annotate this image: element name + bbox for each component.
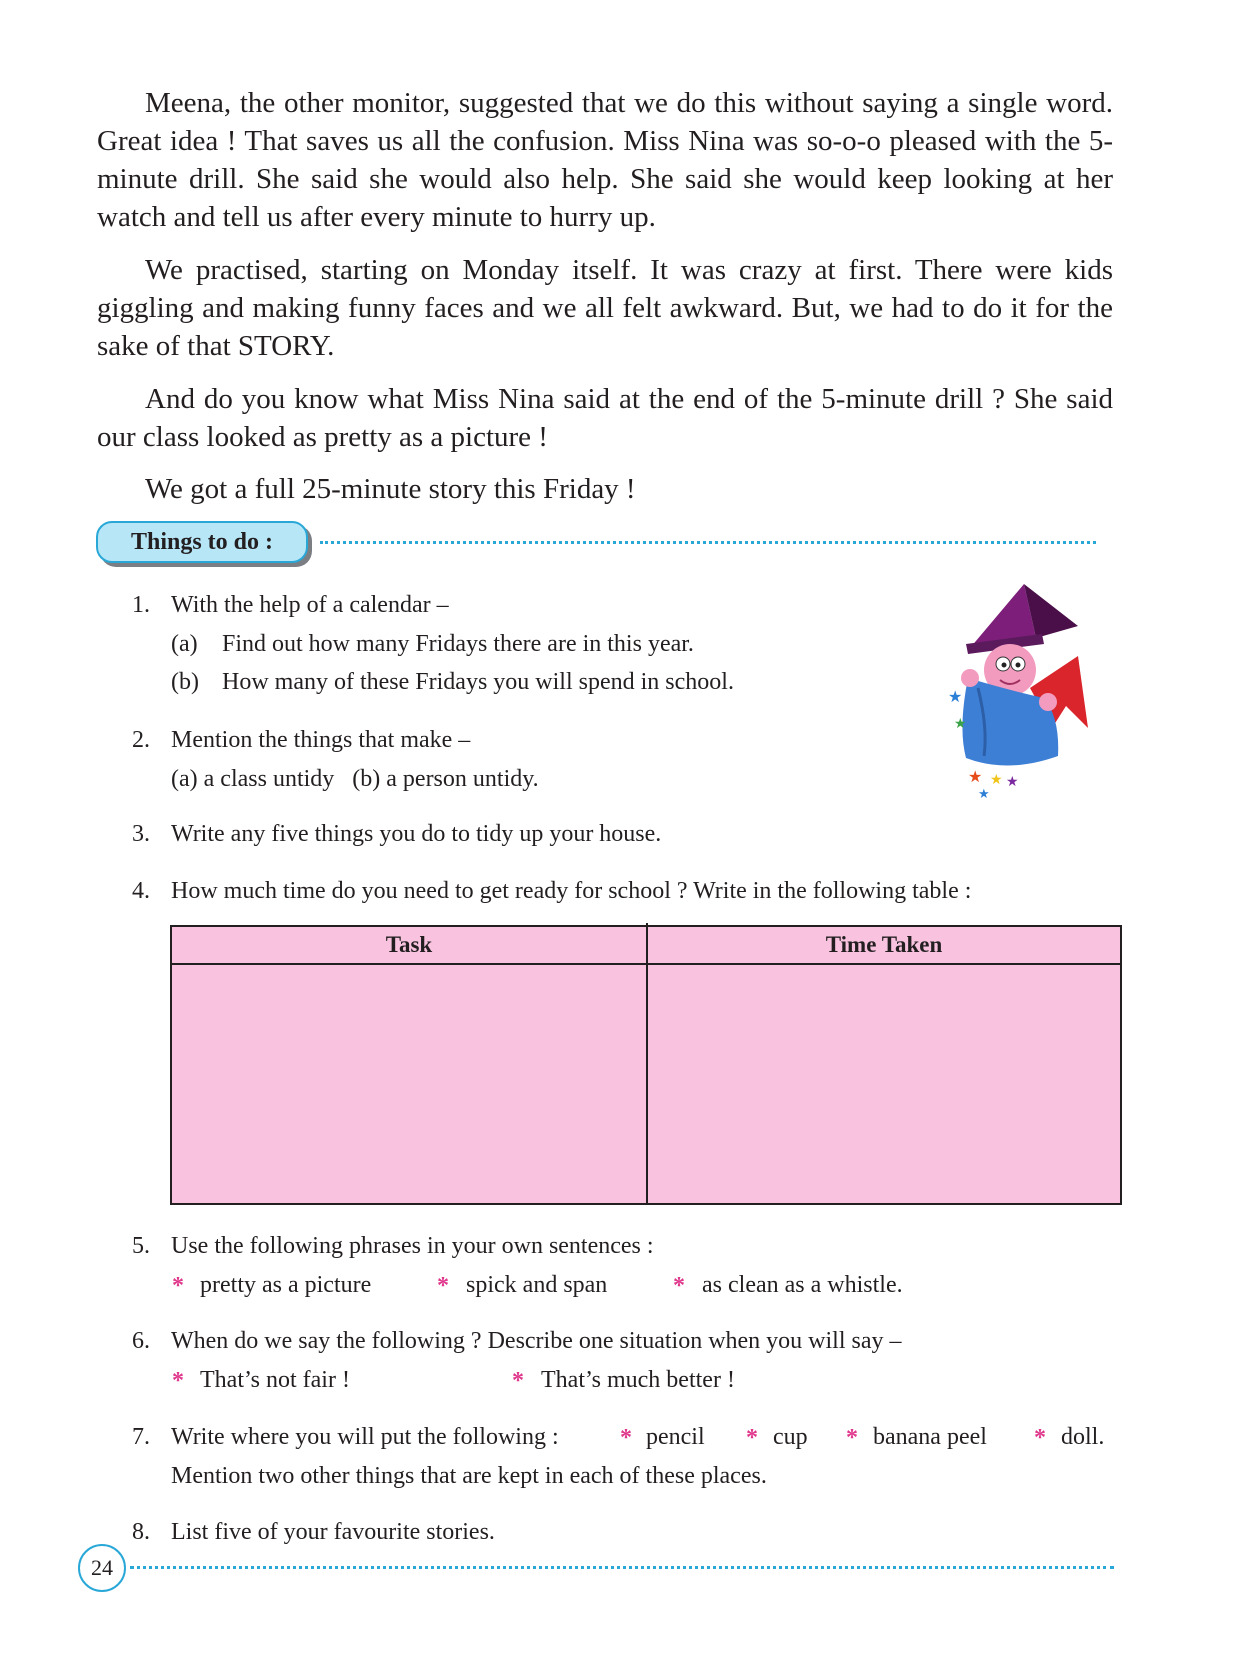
- item-6-number: 6.: [132, 1328, 150, 1354]
- place-item: banana peel: [873, 1424, 987, 1450]
- item-2-text: Mention the things that make –: [171, 727, 471, 753]
- item-1-text: With the help of a calendar –: [171, 592, 449, 618]
- table-header-task: Task: [385, 932, 433, 957]
- heading-dotted-rule: [320, 541, 1096, 544]
- place-item: cup: [773, 1424, 808, 1450]
- place-item: pencil: [646, 1424, 705, 1450]
- story-paragraph-3: And do you know what Miss Nina said at the end of the 5-minute drill ? She said our class looked as pretty as a picture !: [97, 383, 1113, 453]
- bullet-star-icon: *: [673, 1273, 685, 1299]
- bullet-star-icon: *: [172, 1273, 184, 1299]
- bullet-star-icon: *: [846, 1425, 858, 1451]
- story-paragraph-1: Meena, the other monitor, suggested that we do this without saying a single word. Great idea ! That saves us all the confusion. Miss Nina was so-o-o pleased with the 5-minute drill. She said she would also help. She said she would keep looking at her watch and tell us after every minute to hurry up.: [97, 87, 1113, 233]
- bullet-star-icon: *: [620, 1425, 632, 1451]
- svg-text:★: ★: [978, 786, 990, 800]
- item-1-number: 1.: [132, 592, 150, 618]
- item-2-number: 2.: [132, 727, 150, 753]
- phrase-item: pretty as a picture: [200, 1272, 372, 1298]
- bullet-star-icon: *: [1034, 1425, 1046, 1451]
- item-6-text: When do we say the following ? Describe one situation when you will say –: [171, 1328, 902, 1354]
- bullet-star-icon: *: [172, 1368, 184, 1394]
- item-4-number: 4.: [132, 878, 150, 904]
- wizard-illustration: [948, 578, 1098, 800]
- place-item: doll.: [1061, 1424, 1105, 1450]
- item-2-options: (a) a class untidy (b) a person untidy.: [171, 766, 539, 792]
- item-1a-label: (a): [171, 631, 198, 657]
- item-5-text: Use the following phrases in your own sentences :: [171, 1233, 654, 1259]
- item-3-text: Write any five things you do to tidy up your house.: [171, 821, 662, 847]
- item-1b-label: (b): [171, 669, 199, 695]
- svg-text:★: ★: [968, 769, 983, 786]
- task-time-table: [170, 925, 1122, 1205]
- item-1a-text: Find out how many Fridays there are in this year.: [222, 631, 694, 657]
- item-8-number: 8.: [132, 1519, 150, 1545]
- item-5-number: 5.: [132, 1233, 150, 1259]
- things-to-do-heading: Things to do :: [96, 521, 308, 563]
- svg-text:★: ★: [954, 717, 967, 732]
- table-column-divider: [646, 923, 648, 1203]
- item-4-text: How much time do you need to get ready for school ? Write in the following table :: [171, 878, 972, 904]
- phrase-item: That’s not fair !: [200, 1367, 350, 1393]
- item-7-line2: Mention two other things that are kept in each of these places.: [171, 1463, 767, 1489]
- item-1b-text: How many of these Fridays you will spend in school.: [222, 669, 734, 695]
- phrase-item: spick and span: [466, 1272, 608, 1298]
- story-paragraph-2: We practised, starting on Monday itself. It was crazy at first. There were kids giggling and making funny faces and we all felt awkward. But, we had to do it for the sake of that STORY.: [97, 254, 1113, 362]
- page-number: 24: [78, 1544, 126, 1592]
- svg-text:★: ★: [1006, 775, 1019, 790]
- phrase-item: That’s much better !: [541, 1367, 735, 1393]
- svg-text:★: ★: [990, 773, 1003, 788]
- item-7-number: 7.: [132, 1424, 150, 1450]
- bullet-star-icon: *: [746, 1425, 758, 1451]
- svg-text:★: ★: [948, 689, 963, 706]
- bullet-star-icon: *: [437, 1273, 449, 1299]
- item-8-text: List five of your favourite stories.: [171, 1519, 495, 1545]
- item-3-number: 3.: [132, 821, 150, 847]
- bullet-star-icon: *: [512, 1368, 524, 1394]
- table-header-time-taken: Time Taken: [825, 932, 943, 957]
- footer-dotted-rule: [130, 1566, 1114, 1569]
- phrase-item: as clean as a whistle.: [702, 1272, 903, 1298]
- item-7-text: Write where you will put the following :: [171, 1424, 559, 1450]
- story-paragraph-4: We got a full 25-minute story this Friday !: [145, 473, 636, 505]
